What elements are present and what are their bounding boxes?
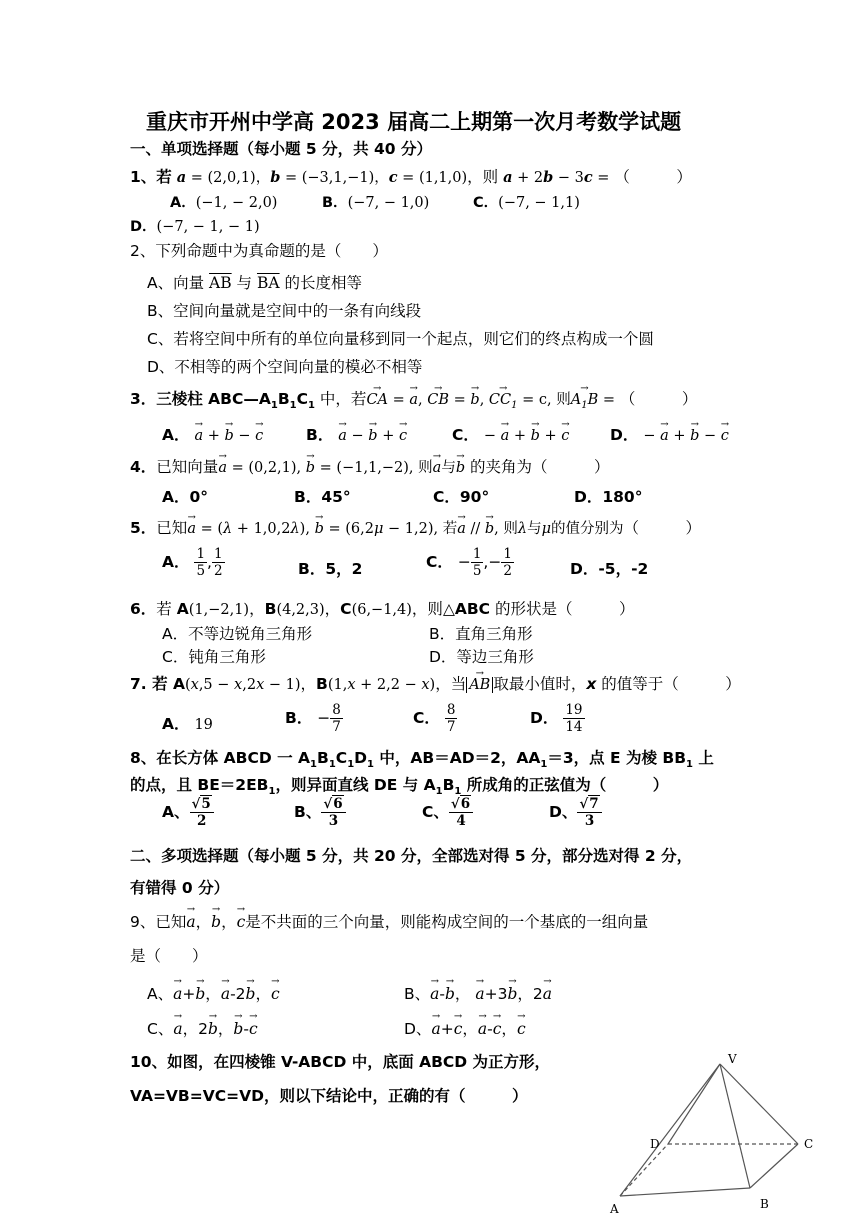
edge-ab (620, 1188, 750, 1196)
question-4-stem: 4．已知向量→ a = (0,2,1), → b = (−1,1,−2), 则→ a与→ b 的夹角为（ ） (130, 455, 610, 477)
question-10-stem-line1: 10、如图，在四棱锥 V-ABCD 中，底面 ABCD 为正方形， (130, 1053, 551, 1071)
question-1-stem: 1、若 a = (2,0,1)，b = (−3,1,−1)，c = (1,1,0)，则 a + 2b − 3c = （ ） (130, 168, 692, 186)
vertex-label-v: V (728, 1052, 737, 1066)
edge-vd (668, 1064, 720, 1144)
question-5-option-d: D．-5，-2 (570, 560, 649, 578)
question-5-option-c: C． − $\frac{1}{5}$ ,− $\frac{1}{2}$ (426, 546, 512, 579)
question-7-option-b: B． − $\frac{8}{7}$ (285, 702, 341, 735)
question-2-option-a: A、向量 $\overline{AB}$ 与 $\overline{BA}$ 的长度相等 (147, 274, 363, 292)
edge-bc (750, 1144, 798, 1188)
section-heading-multi-choice-line1: 二、多项选择题（每小题 5 分，共 20 分，全部选对得 5 分，部分选对得 2 分， (130, 847, 693, 865)
question-8-stem-line2: 的点，且 $BE=2EB_1$，则异面直线 DE 与 $A_1B_1$ 所成角的正弦值为（ ） (130, 776, 669, 798)
question-9-option-c: C、→ a，2→ b，→ b-→ c (147, 1017, 258, 1039)
edge-vb (720, 1064, 750, 1188)
question-7-option-a: A． 19 (162, 715, 213, 733)
question-9-stem-line1: 9、已知→ a，→ b，→ c是不共面的三个向量，则能构成空间的一个基底的一组向量 (130, 910, 648, 932)
question-1-option-d: D．(−7, − 1, − 1) (130, 219, 260, 235)
question-8-option-b: B、 $\frac{√6}{3}$ (294, 796, 346, 829)
vertex-label-d: D (650, 1137, 660, 1151)
question-6-option-c: C．钝角三角形 (162, 648, 266, 666)
edge-vc (720, 1064, 798, 1144)
question-4-option-b: B．45° (294, 488, 351, 506)
question-9-option-a: A、→ a+→ b，→ a-2→ b，→ c (147, 982, 280, 1004)
question-9-option-d: D、→ a+→ c，→ a-→ c，→ c (404, 1017, 526, 1039)
question-9-stem-line2: 是（ ） (130, 947, 208, 965)
question-2-stem: 2、下列命题中为真命题的是（ ） (130, 242, 388, 260)
question-4-option-a: A．0° (162, 488, 209, 506)
question-7-stem: 7. 若 A(x,5 − x,2x − 1)，B(1,x + 2,2 − x)，当 → AB 取最小值时，x 的值等于（ ） (130, 672, 741, 694)
page-title: 重庆市开州中学高 2023 届高二上期第一次月考数学试题 (146, 110, 682, 134)
question-3-option-b: B． → a − → b + → c (306, 423, 407, 445)
question-4-option-d: D．180° (574, 488, 643, 506)
question-3-option-d: D． − → a + → b − → c (610, 423, 729, 445)
section-heading-single-choice: 一、单项选择题（每小题 5 分，共 40 分） (130, 140, 432, 158)
question-1-option-b: B．(−7, − 1,0) (322, 195, 430, 211)
question-5-stem: 5．已知→ a = (λ + 1,0,2λ), → b = (6,2μ − 1,2), 若→ a // → b, 则λ与μ的值分别为（ ） (130, 516, 701, 538)
question-8-stem-line1: 8、在长方体 ABCD 一 $A_1B_1C_1D_1$ 中，AB＝AD＝2，$AA_1=3$，点 E 为棱 $BB_1$ 上 (130, 749, 714, 771)
section-heading-multi-choice-line2: 有错得 0 分） (130, 879, 230, 897)
question-1-option-c: C．(−7, − 1,1) (473, 195, 580, 211)
question-4-option-c: C．90° (433, 488, 490, 506)
vertex-label-b: B (760, 1197, 769, 1211)
question-3-option-a: A． → a + → b − → c (162, 423, 263, 445)
edge-va (620, 1064, 720, 1196)
question-3-option-c: C． − → a + → b + → c (452, 423, 569, 445)
question-5-option-a: A． $\frac{1}{5}$ , $\frac{1}{2}$ (162, 546, 223, 579)
question-2-option-c: C、若将空间中所有的单位向量移到同一个起点，则它们的终点构成一个圆 (147, 330, 654, 348)
question-6-option-d: D．等边三角形 (429, 648, 534, 666)
question-1-option-a: A．(−1, − 2,0) (170, 195, 278, 211)
question-6-option-b: B．直角三角形 (429, 625, 533, 643)
question-7-option-c: C． $\frac{8}{7}$ (413, 702, 456, 735)
question-6-option-a: A．不等边锐角三角形 (162, 625, 313, 643)
question-9-option-b: B、→ a-→ b， → a+3→ b，2→ a (404, 982, 552, 1004)
question-5-option-b: B．5，2 (298, 560, 363, 578)
question-10-stem-line2: VA=VB=VC=VD，则以下结论中，正确的有（ ） (130, 1087, 528, 1105)
question-7-option-d: D． $\frac{19}{14}$ (530, 702, 583, 735)
edge-ad-hidden (620, 1144, 668, 1196)
question-2-option-b: B、空间向量就是空间中的一条有向线段 (147, 302, 422, 320)
question-2-option-d: D、不相等的两个空间向量的模必不相等 (147, 358, 423, 376)
vertex-label-c: C (804, 1137, 814, 1151)
question-3-stem: 3．三棱柱 $ABC—A_1B_1C_1$ 中，若→ CA = → a, → CB = → b, → $CC_1 = c$, 则→ $A_1B$ = （ ） (130, 387, 697, 411)
question-6-stem: 6．若 A(1,−2,1)，B(4,2,3)，C(6,−1,4)，则△ABC 的形状是（ ） (130, 600, 635, 618)
pyramid-figure (600, 1048, 840, 1216)
question-8-option-a: A、 $\frac{√5}{2}$ (162, 796, 214, 829)
question-8-option-c: C、 $\frac{√6}{4}$ (422, 796, 473, 829)
vertex-label-a: A (610, 1202, 619, 1216)
question-8-option-d: D、 $\frac{√7}{3}$ (549, 796, 602, 829)
